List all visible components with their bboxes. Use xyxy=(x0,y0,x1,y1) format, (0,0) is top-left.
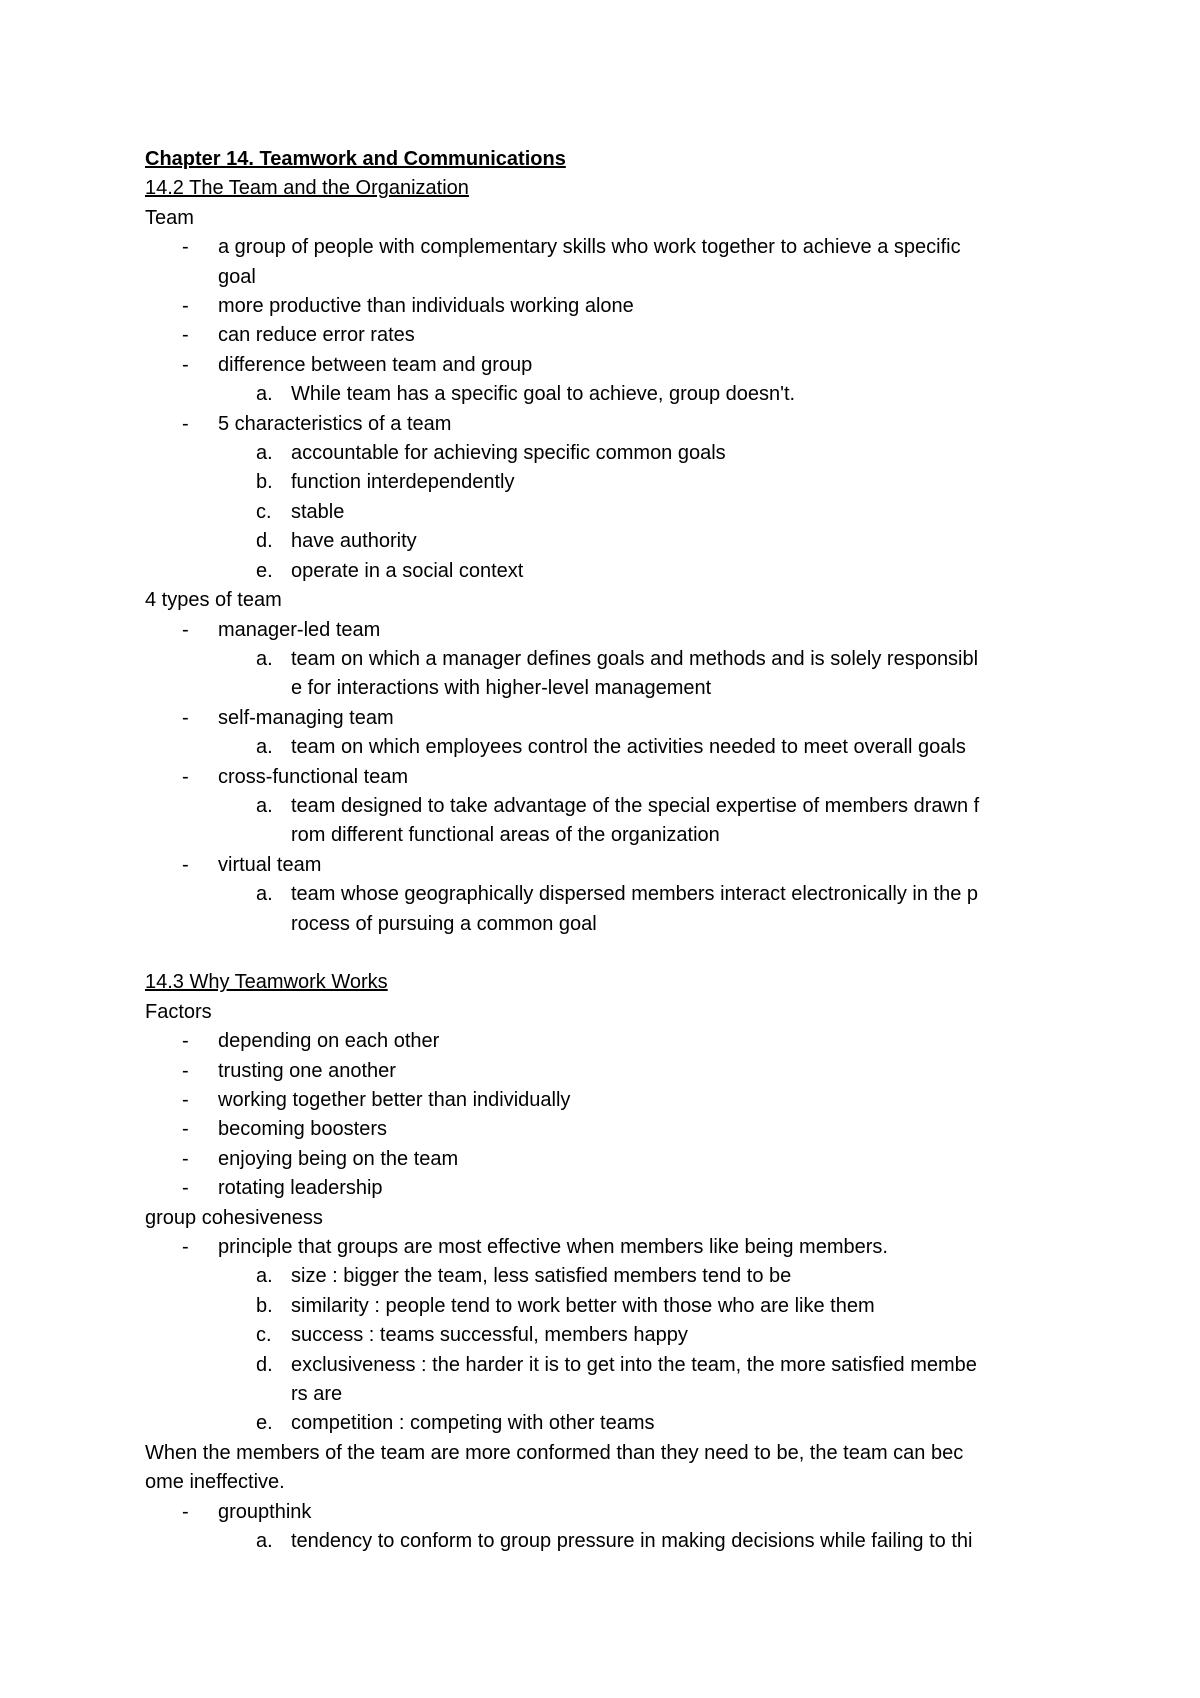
list-letter: a. xyxy=(256,1265,273,1288)
list-letter: d. xyxy=(256,530,273,553)
list-letter: c. xyxy=(256,500,272,523)
bullet-item xyxy=(145,292,1065,321)
line-text: tendency to conform to group pressure in making decisions while failing to thi xyxy=(291,1530,973,1553)
sub-list-item xyxy=(145,1527,1065,1556)
line-text: depending on each other xyxy=(218,1030,440,1053)
note-heading-line xyxy=(145,1439,1065,1468)
bullet-item xyxy=(145,1174,1065,1203)
sub-list-item xyxy=(145,1292,1065,1321)
list-letter: a. xyxy=(256,647,273,670)
bullet-item xyxy=(145,351,1065,380)
line-text: goal xyxy=(218,265,256,288)
bullet-dash: - xyxy=(182,1147,189,1170)
sub-list-item xyxy=(145,498,1065,527)
bullet-dash: - xyxy=(182,295,189,318)
line-text: principle that groups are most effective when members like being members. xyxy=(218,1236,888,1259)
note-heading-line xyxy=(145,204,1065,233)
line-text: a group of people with complementary skills who work together to achieve a specific xyxy=(218,236,961,259)
section-spacer xyxy=(145,939,1065,968)
chapter-title: Chapter 14. Teamwork and Communications xyxy=(145,148,566,170)
line-text: becoming boosters xyxy=(218,1118,387,1141)
line-text: stable xyxy=(291,500,345,523)
bullet-dash: - xyxy=(182,1118,189,1141)
line-text: team designed to take advantage of the special expertise of members drawn f xyxy=(291,794,980,817)
sub-list-item xyxy=(145,733,1065,762)
line-text: virtual team xyxy=(218,853,322,876)
list-letter: b. xyxy=(256,1294,273,1317)
bullet-item xyxy=(145,1057,1065,1086)
sub-list-continuation xyxy=(145,1380,1065,1409)
bullet-item xyxy=(145,1233,1065,1262)
line-text: competition : competing with other teams xyxy=(291,1412,655,1435)
list-letter: a. xyxy=(256,383,273,406)
sub-list-item xyxy=(145,645,1065,674)
line-text: cross-functional team xyxy=(218,765,409,788)
note-heading-line xyxy=(145,1468,1065,1497)
sub-list-item xyxy=(145,1321,1065,1350)
line-text: While team has a specific goal to achieve, group doesn't. xyxy=(291,383,796,406)
line-text: rotating leadership xyxy=(218,1177,383,1200)
line-text: e for interactions with higher-level management xyxy=(291,677,712,700)
list-letter: d. xyxy=(256,1353,273,1376)
list-letter: e. xyxy=(256,1412,273,1435)
line-text: working together better than individually xyxy=(218,1088,571,1111)
sub-list-item xyxy=(145,468,1065,497)
line-text: 5 characteristics of a team xyxy=(218,412,452,435)
line-text: self-managing team xyxy=(218,706,394,729)
bullet-dash: - xyxy=(182,1059,189,1082)
bullet-item xyxy=(145,1115,1065,1144)
sub-list-item xyxy=(145,380,1065,409)
sub-list-item xyxy=(145,1262,1065,1291)
document-body xyxy=(145,174,1065,1556)
bullet-item xyxy=(145,1086,1065,1115)
note-heading-line xyxy=(145,1204,1065,1233)
list-letter: a. xyxy=(256,736,273,759)
line-text: can reduce error rates xyxy=(218,324,415,347)
line-text: accountable for achieving specific common goals xyxy=(291,442,726,465)
sub-list-continuation xyxy=(145,821,1065,850)
note-heading-line xyxy=(145,998,1065,1027)
list-letter: a. xyxy=(256,1530,273,1553)
line-text: Team xyxy=(145,206,194,229)
bullet-item xyxy=(145,851,1065,880)
bullet-item xyxy=(145,1498,1065,1527)
section-heading: 14.3 Why Teamwork Works xyxy=(145,971,388,994)
line-text: trusting one another xyxy=(218,1059,396,1082)
bullet-dash: - xyxy=(182,1500,189,1523)
bullet-dash: - xyxy=(182,618,189,641)
sub-list-item xyxy=(145,1409,1065,1438)
line-text: success : teams successful, members happy xyxy=(291,1324,688,1347)
sub-list-continuation xyxy=(145,910,1065,939)
bullet-item xyxy=(145,1145,1065,1174)
line-text: Factors xyxy=(145,1000,212,1023)
line-text: rs are xyxy=(291,1383,343,1406)
line-text: groupthink xyxy=(218,1500,312,1523)
bullet-item xyxy=(145,410,1065,439)
line-text: exclusiveness : the harder it is to get into the team, the more satisfied membe xyxy=(291,1353,977,1376)
bullet-dash: - xyxy=(182,853,189,876)
line-text: team whose geographically dispersed members interact electronically in the p xyxy=(291,883,979,906)
list-letter: b. xyxy=(256,471,273,494)
sub-list-item xyxy=(145,439,1065,468)
line-text: rom different functional areas of the organization xyxy=(291,824,720,847)
line-text: function interdependently xyxy=(291,471,515,494)
sub-list-item xyxy=(145,792,1065,821)
bullet-dash: - xyxy=(182,706,189,729)
line-text: group cohesiveness xyxy=(145,1206,323,1229)
note-heading-line xyxy=(145,586,1065,615)
bullet-dash: - xyxy=(182,1236,189,1259)
line-text: operate in a social context xyxy=(291,559,524,582)
bullet-item xyxy=(145,763,1065,792)
line-text: similarity : people tend to work better with those who are like them xyxy=(291,1294,875,1317)
line-text: enjoying being on the team xyxy=(218,1147,459,1170)
sub-list-item xyxy=(145,557,1065,586)
line-text: more productive than individuals working alone xyxy=(218,295,634,318)
bullet-dash: - xyxy=(182,324,189,347)
line-text: ome ineffective. xyxy=(145,1471,285,1494)
line-text: team on which a manager defines goals and methods and is solely responsibl xyxy=(291,647,979,670)
line-text: size : bigger the team, less satisfied members tend to be xyxy=(291,1265,792,1288)
list-letter: a. xyxy=(256,442,273,465)
bullet-dash: - xyxy=(182,353,189,376)
bullet-continuation xyxy=(145,263,1065,292)
section-heading: 14.2 The Team and the Organization xyxy=(145,177,469,200)
bullet-dash: - xyxy=(182,236,189,259)
bullet-item xyxy=(145,233,1065,262)
bullet-dash: - xyxy=(182,1030,189,1053)
line-text: When the members of the team are more conformed than they need to be, the team can bec xyxy=(145,1441,964,1464)
list-letter: a. xyxy=(256,794,273,817)
bullet-dash: - xyxy=(182,1177,189,1200)
bullet-dash: - xyxy=(182,412,189,435)
line-text: team on which employees control the activities needed to meet overall goals xyxy=(291,736,966,759)
line-text: difference between team and group xyxy=(218,353,533,376)
sub-list-item xyxy=(145,527,1065,556)
sub-list-item xyxy=(145,880,1065,909)
list-letter: e. xyxy=(256,559,273,582)
bullet-dash: - xyxy=(182,1088,189,1111)
bullet-item xyxy=(145,616,1065,645)
list-letter: c. xyxy=(256,1324,272,1347)
bullet-item xyxy=(145,321,1065,350)
bullet-dash: - xyxy=(182,765,189,788)
sub-list-item xyxy=(145,1351,1065,1380)
line-text: manager-led team xyxy=(218,618,381,641)
sub-list-continuation xyxy=(145,674,1065,703)
line-text: rocess of pursuing a common goal xyxy=(291,912,597,935)
bullet-item xyxy=(145,704,1065,733)
line-text: have authority xyxy=(291,530,417,553)
line-text: 4 types of team xyxy=(145,589,282,612)
document-page xyxy=(145,145,1065,1556)
bullet-item xyxy=(145,1027,1065,1056)
list-letter: a. xyxy=(256,883,273,906)
